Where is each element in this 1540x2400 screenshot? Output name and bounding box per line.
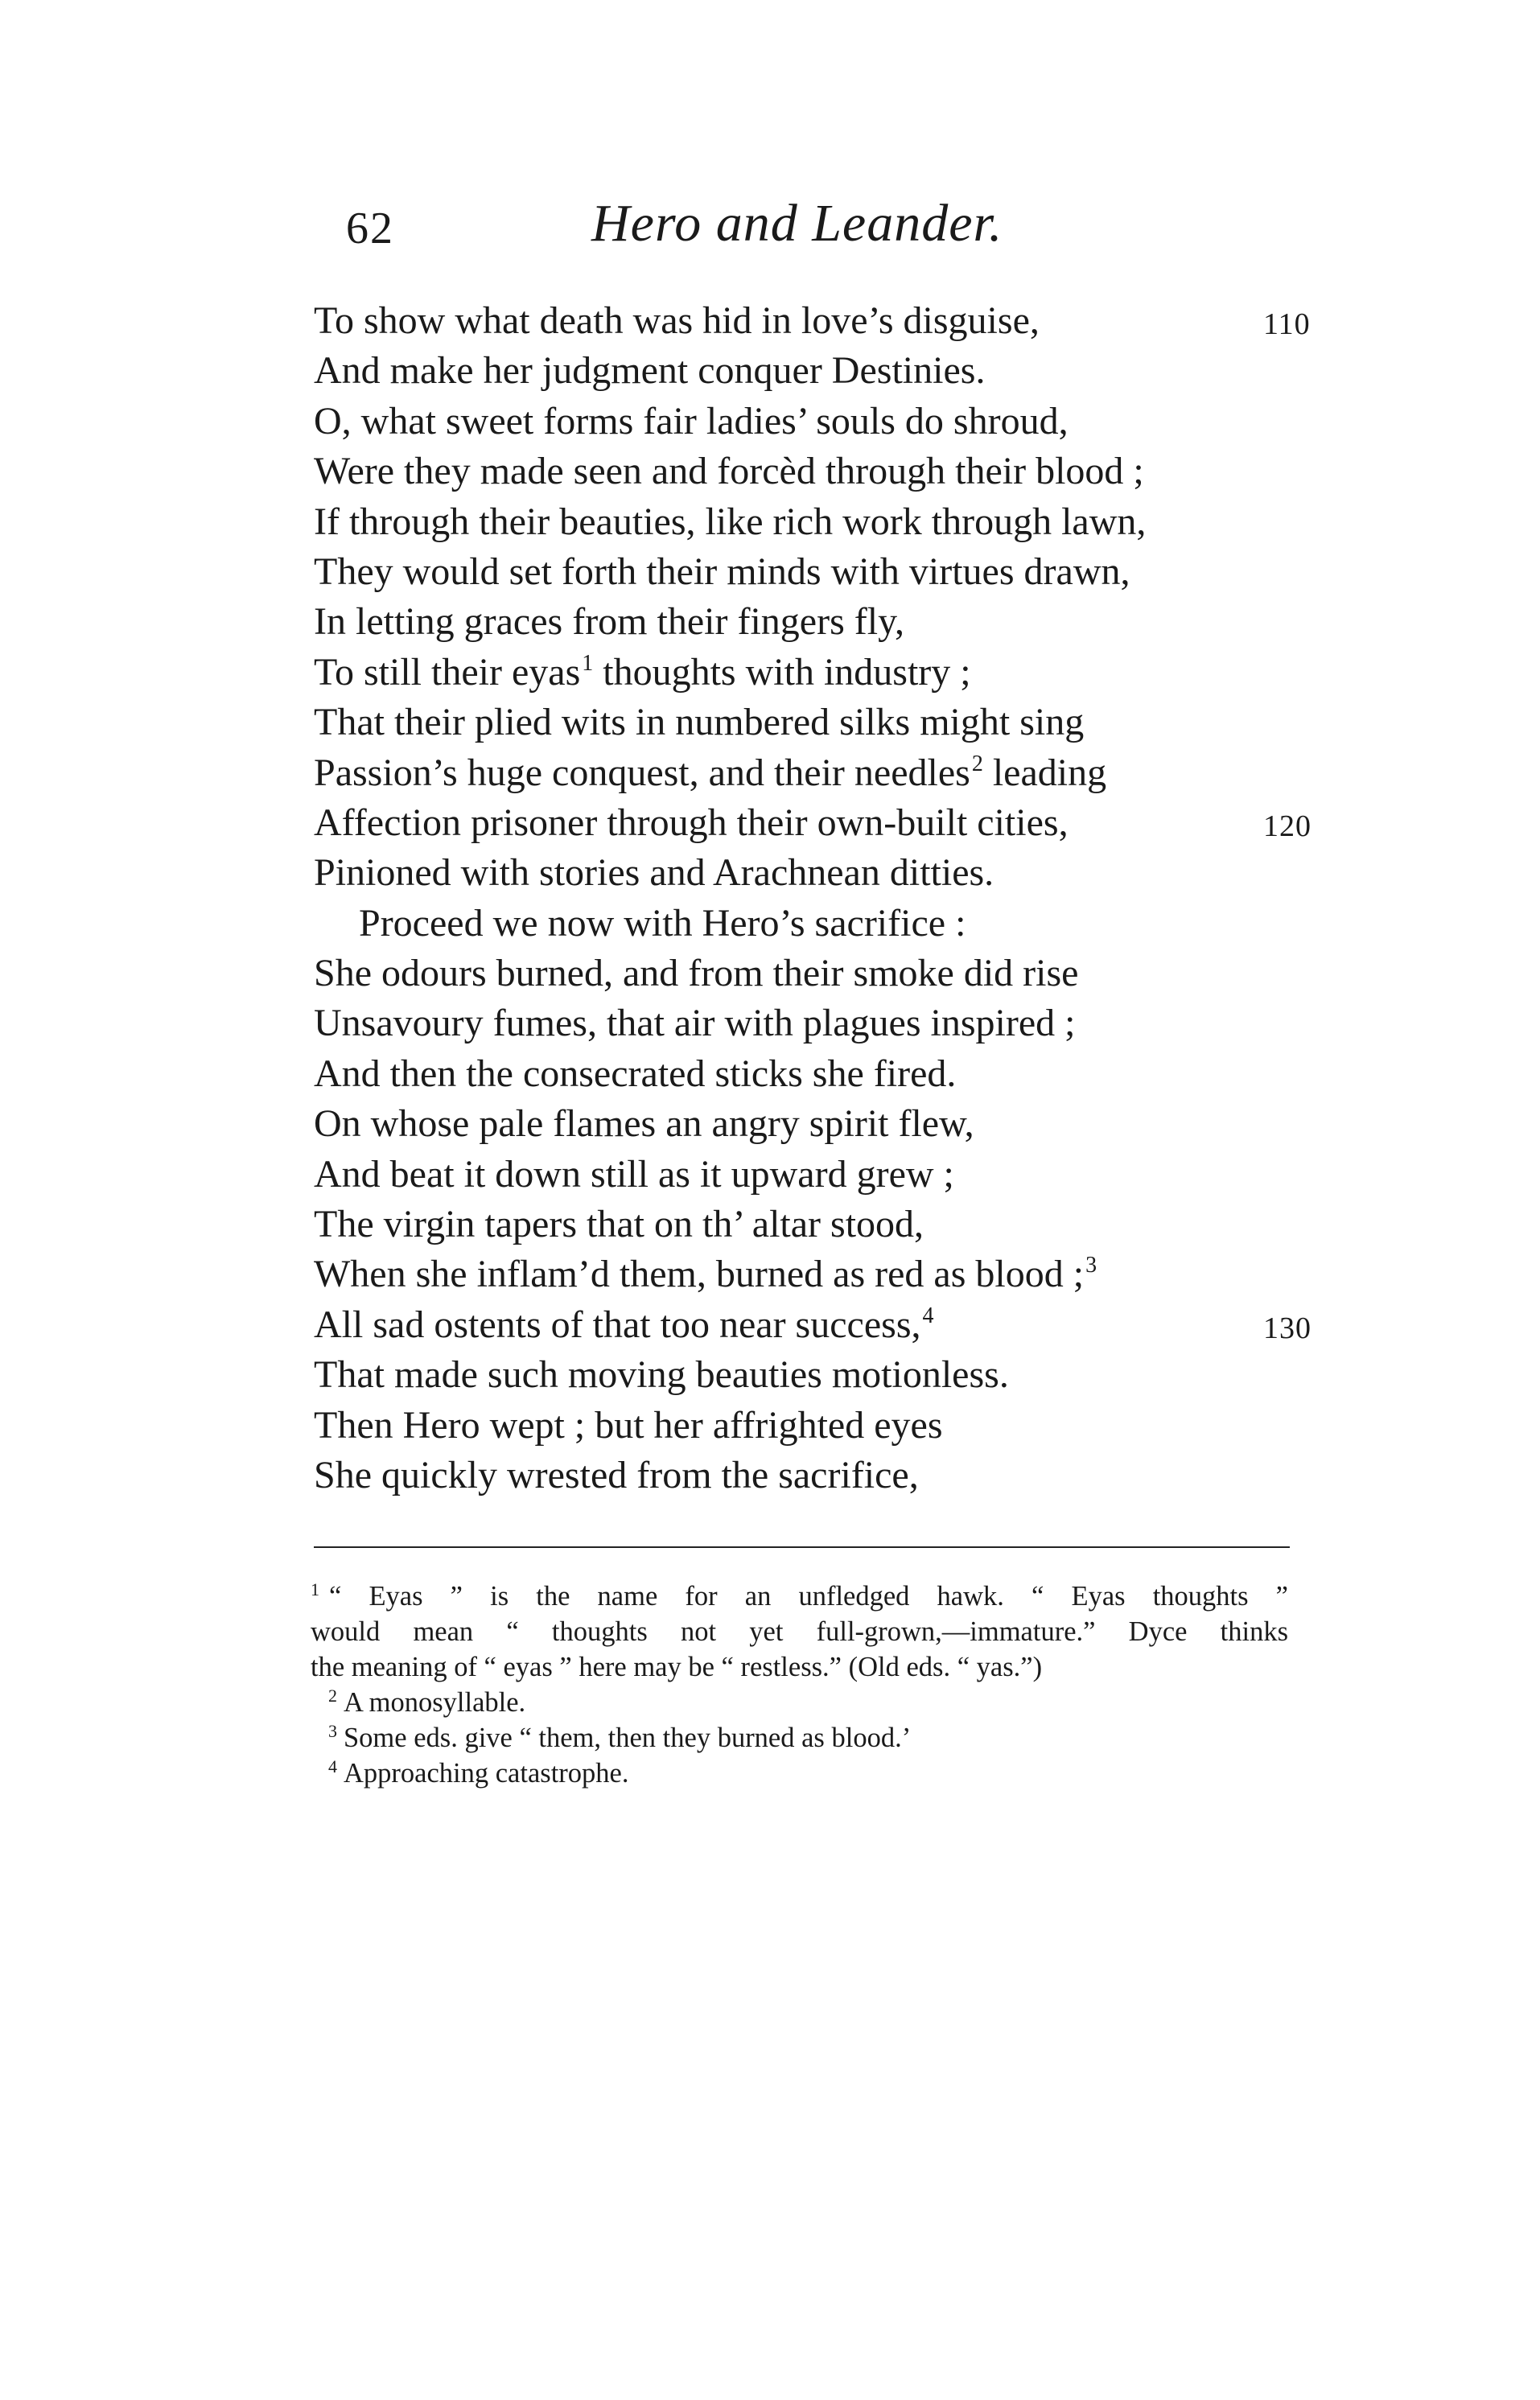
poem-line	[314, 1099, 1360, 1149]
footnote-2	[311, 1685, 1292, 1720]
line-text: All sad ostents of that too near success,	[314, 1303, 921, 1346]
poem-line	[314, 296, 1360, 346]
line-text: Passion’s huge conquest, and their needles	[314, 751, 970, 794]
line-number: 130	[1263, 1311, 1311, 1345]
running-title: Hero and Leander.	[591, 194, 1003, 253]
footnote-reference: 3	[1085, 1253, 1097, 1278]
footnote-marker: 4	[328, 1756, 337, 1776]
poem-line	[314, 949, 1360, 998]
line-text: She odours burned, and from their smoke did rise	[314, 952, 1079, 995]
poem-line	[314, 1249, 1360, 1299]
poem-line	[314, 648, 1360, 698]
footnote-text: Some eds. give “ them, then they burned as blood.’	[344, 1723, 912, 1753]
footnote-text: A monosyllable.	[344, 1687, 526, 1718]
line-text: And then the consecrated sticks she fired.	[314, 1052, 957, 1095]
line-text: To show what death was hid in love’s disguise,	[314, 299, 1040, 342]
page-number: 62	[346, 204, 394, 253]
line-text: If through their beauties, like rich work through lawn,	[314, 500, 1147, 543]
poem-line	[314, 748, 1360, 798]
poem-line	[314, 1401, 1360, 1451]
footnote-1-line-1	[311, 1579, 1288, 1617]
poem-line	[314, 547, 1360, 597]
line-text: Then Hero wept ; but her affrighted eyes	[314, 1403, 943, 1447]
line-text: In letting graces from their fingers fly,	[314, 600, 904, 644]
poem-line	[314, 1049, 1360, 1099]
line-text: Proceed we now with Hero’s sacrifice :	[359, 901, 966, 945]
poem-line	[314, 848, 1360, 898]
footnote-4	[311, 1756, 1292, 1791]
footnote-1-continued	[311, 1649, 1292, 1685]
poem-line	[314, 798, 1360, 848]
poem-line	[314, 497, 1360, 547]
footnote-marker: 3	[328, 1721, 337, 1741]
footnote-reference: 2	[971, 751, 983, 776]
poem-line	[314, 899, 1360, 949]
footnote-marker: 1	[311, 1579, 319, 1599]
poem-line	[314, 1150, 1360, 1200]
poem-text	[314, 296, 1360, 1501]
footnote-reference: 4	[922, 1303, 934, 1328]
footnote-3	[311, 1720, 1292, 1756]
line-number: 110	[1263, 307, 1311, 341]
footnote-divider	[314, 1546, 1290, 1548]
line-text: Unsavoury fumes, that air with plagues inspired ;	[314, 1002, 1076, 1045]
line-text: Pinioned with stories and Arachnean ditties.	[314, 851, 994, 895]
poem-line	[314, 698, 1360, 747]
poem-line	[314, 1200, 1360, 1249]
footnote-1-line-2: would mean “ thoughts not yet full-grown,—immature.” Dyce thinks	[311, 1616, 1288, 1647]
line-text: She quickly wrested from the sacrifice,	[314, 1453, 919, 1496]
line-text-continued: thoughts with industry ;	[593, 650, 971, 694]
footnote-marker: 2	[328, 1686, 337, 1706]
footnote-1-continued	[311, 1614, 1292, 1649]
footnote-1	[311, 1579, 1292, 1614]
line-text: The virgin tapers that on th’ altar stood,	[314, 1203, 924, 1246]
poem-line	[314, 1300, 1360, 1350]
line-text: And make her judgment conquer Destinies.	[314, 349, 986, 393]
footnote-1-line-3: the meaning of “ eyas ” here may be “ restless.” (Old eds. “ yas.”)	[311, 1652, 1043, 1682]
poem-line	[314, 447, 1360, 496]
line-text: They would set forth their minds with virtues drawn,	[314, 550, 1130, 593]
line-text: To still their eyas	[314, 650, 581, 694]
footnote-text: “ Eyas ” is the name for an unfledged hawk. “ Eyas thoughts ”	[329, 1581, 1288, 1612]
page-header	[0, 193, 1540, 266]
footnote-reference: 1	[582, 650, 594, 676]
poem-line	[314, 1451, 1360, 1501]
line-text-continued: leading	[982, 751, 1107, 794]
line-text: When she inflam’d them, burned as red as blood ;	[314, 1253, 1085, 1296]
line-text: Affection prisoner through their own-built cities,	[314, 801, 1069, 844]
line-number: 120	[1263, 809, 1311, 843]
poem-line	[314, 1350, 1360, 1400]
poem-line	[314, 998, 1360, 1048]
line-text: O, what sweet forms fair ladies’ souls do shroud,	[314, 399, 1069, 443]
line-text: On whose pale flames an angry spirit flew,	[314, 1102, 974, 1146]
footnote-text: Approaching catastrophe.	[344, 1758, 629, 1789]
footnotes	[311, 1579, 1292, 1791]
poem-line	[314, 346, 1360, 396]
line-text: That made such moving beauties motionless.	[314, 1353, 1009, 1397]
line-text: Were they made seen and forcèd through their blood ;	[314, 450, 1144, 493]
line-text: And beat it down still as it upward grew ;	[314, 1152, 954, 1196]
line-text: That their plied wits in numbered silks might sing	[314, 701, 1085, 744]
poem-line	[314, 597, 1360, 647]
poem-line	[314, 397, 1360, 447]
